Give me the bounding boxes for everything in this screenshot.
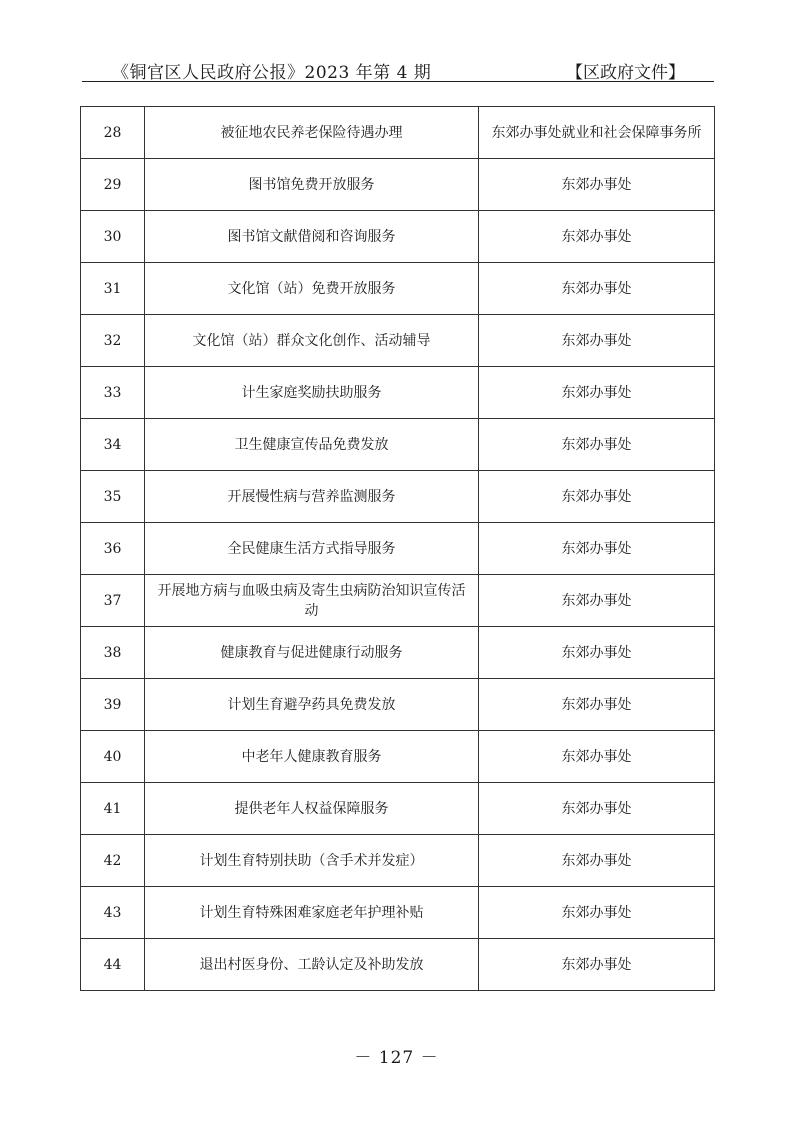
table-row <box>81 783 715 835</box>
responsible-org-cell: 东郊办事处 <box>479 471 715 523</box>
service-item-cell: 卫生健康宣传品免费发放 <box>145 419 479 471</box>
responsible-org-cell: 东郊办事处就业和社会保障事务所 <box>479 107 715 159</box>
row-number-cell: 31 <box>81 263 145 315</box>
row-number-cell: 42 <box>81 835 145 887</box>
service-item-cell: 计划生育特殊困难家庭老年护理补贴 <box>145 887 479 939</box>
table-row <box>81 419 715 471</box>
responsible-org-cell: 东郊办事处 <box>479 575 715 627</box>
service-item-cell: 文化馆（站）免费开放服务 <box>145 263 479 315</box>
section-label: 【区政府文件】 <box>566 63 685 83</box>
row-number-cell: 36 <box>81 523 145 575</box>
row-number-cell: 32 <box>81 315 145 367</box>
table-row <box>81 315 715 367</box>
service-item-cell: 退出村医身份、工龄认定及补助发放 <box>145 939 479 991</box>
row-number-cell: 38 <box>81 627 145 679</box>
responsible-org-cell: 东郊办事处 <box>479 783 715 835</box>
table-row <box>81 939 715 991</box>
table-row <box>81 367 715 419</box>
responsible-org-cell: 东郊办事处 <box>479 835 715 887</box>
table-row <box>81 159 715 211</box>
row-number-cell: 40 <box>81 731 145 783</box>
responsible-org-cell: 东郊办事处 <box>479 731 715 783</box>
table-row <box>81 679 715 731</box>
table-row <box>81 575 715 627</box>
responsible-org-cell: 东郊办事处 <box>479 627 715 679</box>
responsible-org-cell: 东郊办事处 <box>479 419 715 471</box>
service-item-cell: 图书馆文献借阅和咨询服务 <box>145 211 479 263</box>
responsible-org-cell: 东郊办事处 <box>479 159 715 211</box>
header-divider <box>82 81 714 82</box>
service-item-cell: 开展慢性病与营养监测服务 <box>145 471 479 523</box>
service-item-cell: 提供老年人权益保障服务 <box>145 783 479 835</box>
row-number-cell: 37 <box>81 575 145 627</box>
service-item-cell: 计生家庭奖励扶助服务 <box>145 367 479 419</box>
row-number-cell: 43 <box>81 887 145 939</box>
responsible-org-cell: 东郊办事处 <box>479 263 715 315</box>
table-row <box>81 263 715 315</box>
service-item-cell: 健康教育与促进健康行动服务 <box>145 627 479 679</box>
table-row <box>81 627 715 679</box>
table-row <box>81 523 715 575</box>
table-row <box>81 471 715 523</box>
responsible-org-cell: 东郊办事处 <box>479 211 715 263</box>
page-number: － 127 － <box>354 1048 439 1068</box>
service-item-cell: 图书馆免费开放服务 <box>145 159 479 211</box>
service-item-cell: 开展地方病与血吸虫病及寄生虫病防治知识宣传活动 <box>145 575 479 627</box>
responsible-org-cell: 东郊办事处 <box>479 939 715 991</box>
services-table <box>80 106 715 991</box>
table-row <box>81 107 715 159</box>
service-item-cell: 被征地农民养老保险待遇办理 <box>145 107 479 159</box>
table-row <box>81 211 715 263</box>
responsible-org-cell: 东郊办事处 <box>479 887 715 939</box>
bulletin-title: 《铜官区人民政府公报》2023 年第 4 期 <box>112 63 432 83</box>
row-number-cell: 28 <box>81 107 145 159</box>
row-number-cell: 30 <box>81 211 145 263</box>
table-row <box>81 835 715 887</box>
responsible-org-cell: 东郊办事处 <box>479 523 715 575</box>
table-row <box>81 887 715 939</box>
service-item-cell: 文化馆（站）群众文化创作、活动辅导 <box>145 315 479 367</box>
service-item-cell: 计划生育特别扶助（含手术并发症） <box>145 835 479 887</box>
row-number-cell: 34 <box>81 419 145 471</box>
service-item-cell: 中老年人健康教育服务 <box>145 731 479 783</box>
row-number-cell: 29 <box>81 159 145 211</box>
service-item-cell: 计划生育避孕药具免费发放 <box>145 679 479 731</box>
responsible-org-cell: 东郊办事处 <box>479 315 715 367</box>
responsible-org-cell: 东郊办事处 <box>479 367 715 419</box>
row-number-cell: 35 <box>81 471 145 523</box>
row-number-cell: 33 <box>81 367 145 419</box>
row-number-cell: 39 <box>81 679 145 731</box>
row-number-cell: 41 <box>81 783 145 835</box>
service-item-cell: 全民健康生活方式指导服务 <box>145 523 479 575</box>
row-number-cell: 44 <box>81 939 145 991</box>
responsible-org-cell: 东郊办事处 <box>479 679 715 731</box>
table-row <box>81 731 715 783</box>
